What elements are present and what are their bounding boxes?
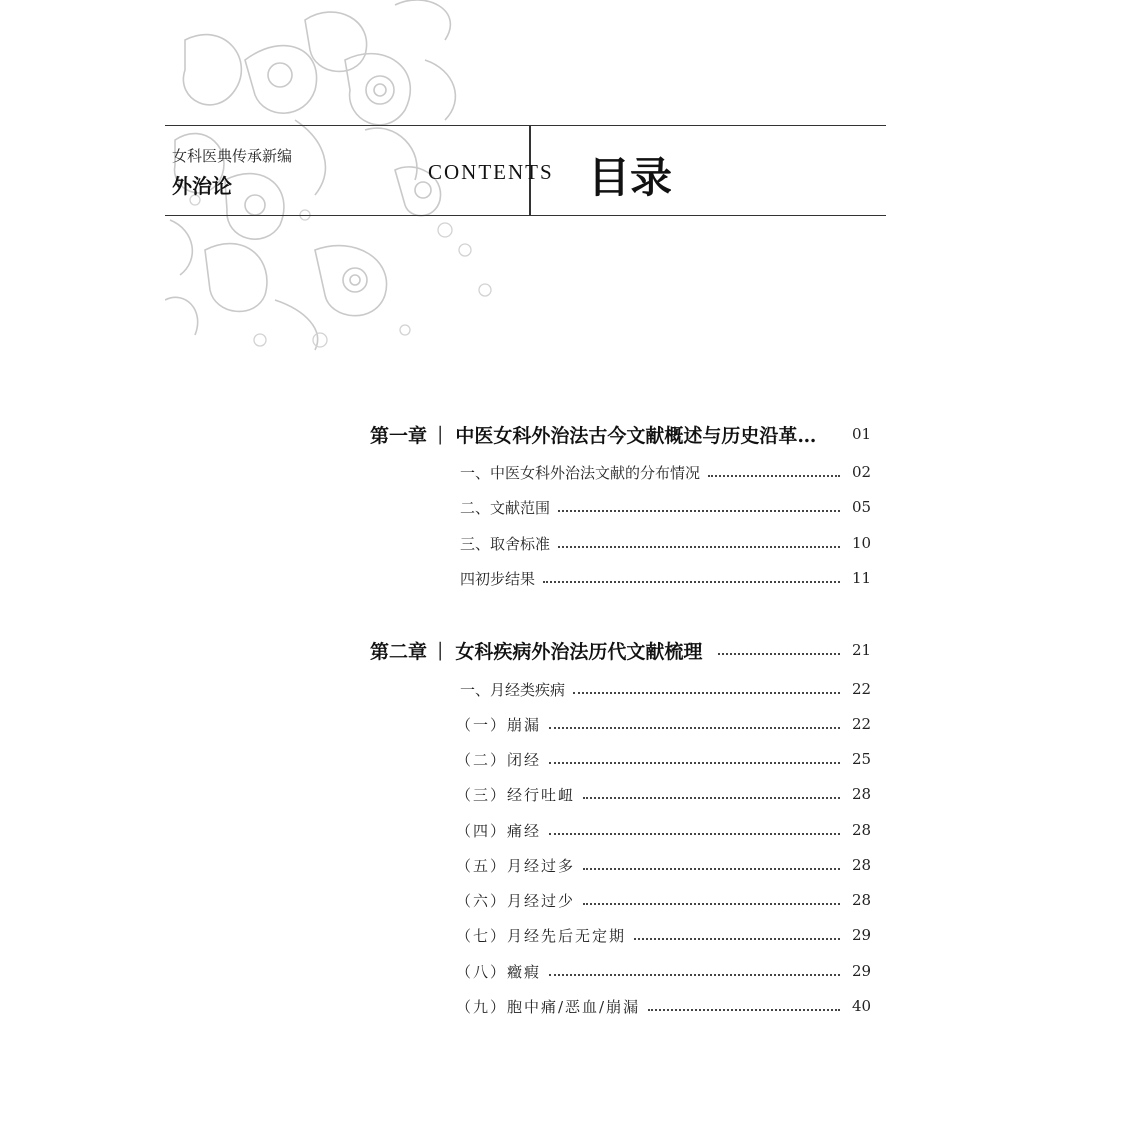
dot-leader (708, 475, 840, 477)
entry-label: （九）胞中痛/恶血/崩漏 (456, 997, 641, 1016)
page-number: 40 (852, 997, 872, 1015)
toc-entry[interactable] (460, 530, 870, 556)
dot-leader (549, 974, 840, 976)
page-number: 28 (852, 856, 872, 874)
page-number: 02 (852, 463, 872, 481)
page-number: 25 (852, 750, 872, 768)
page-number: 11 (852, 569, 872, 587)
dot-leader (573, 692, 840, 694)
page-number: 10 (852, 534, 872, 552)
chapter-number: 第一章 (370, 424, 428, 447)
dot-leader (648, 1009, 840, 1011)
entry-label: （五）月经过多 (456, 856, 576, 875)
chapter-title: 女科疾病外治法历代文献梳理 (455, 640, 703, 663)
page-number: 22 (852, 715, 872, 733)
toc-entry[interactable] (456, 922, 870, 948)
toc-entry[interactable] (456, 817, 870, 843)
chapter-separator: | (437, 639, 444, 661)
chapter-number: 第二章 (370, 640, 428, 663)
chapter-2-entry[interactable] (370, 637, 870, 663)
entry-label: 一、月经类疾病 (460, 680, 566, 699)
page-number: 28 (852, 785, 872, 803)
toc-entry[interactable] (460, 494, 870, 520)
toc-entry[interactable] (456, 711, 870, 737)
page-number: 29 (852, 962, 872, 980)
series-title: 女科医典传承新编 (172, 147, 293, 165)
entry-label: （一）崩漏 (456, 715, 542, 734)
entry-label: （三）经行吐衄 (456, 785, 576, 804)
chapter-separator: | (437, 423, 444, 445)
entry-label: 二、文献范围 (460, 498, 551, 517)
page-number: 29 (852, 926, 872, 944)
book-title: 外治论 (172, 174, 232, 198)
dot-leader (583, 797, 840, 799)
toc-entry[interactable] (460, 565, 870, 591)
toc-entry[interactable] (460, 459, 870, 485)
toc-entry[interactable] (460, 676, 870, 702)
dot-leader (549, 727, 840, 729)
entry-label: （六）月经过少 (456, 891, 576, 910)
dot-leader (634, 938, 840, 940)
dot-leader (558, 510, 840, 512)
page-number: 28 (852, 891, 872, 909)
entry-label: 三、取舍标准 (460, 534, 551, 553)
toc-entry[interactable] (456, 993, 870, 1019)
toc-entry[interactable] (456, 887, 870, 913)
page-number: 22 (852, 680, 872, 698)
page-number: 28 (852, 821, 872, 839)
dot-leader (558, 546, 840, 548)
toc-entry[interactable] (456, 746, 870, 772)
toc-entry[interactable] (456, 852, 870, 878)
contents-heading-en: CONTENTS (428, 160, 554, 184)
dot-leader (718, 653, 840, 655)
dot-leader (583, 868, 840, 870)
entry-label: （七）月经先后无定期 (456, 926, 627, 945)
toc-entry[interactable] (456, 781, 870, 807)
entry-label: 四初步结果 (460, 569, 536, 588)
page-number: 21 (852, 641, 872, 659)
dot-leader (549, 762, 840, 764)
chapter-title: 中医女科外治法古今文献概述与历史沿革… (455, 424, 817, 447)
entry-label: （八）癥瘕 (456, 962, 542, 981)
contents-heading-cn: 目录 (588, 153, 673, 202)
chapter-1-entry[interactable] (370, 421, 870, 447)
entry-label: （四）痛经 (456, 821, 542, 840)
dot-leader (583, 903, 840, 905)
dot-leader (549, 833, 840, 835)
entry-label: 一、中医女科外治法文献的分布情况 (460, 463, 701, 482)
entry-label: （二）闭经 (456, 750, 542, 769)
toc-entry[interactable] (456, 958, 870, 984)
dot-leader (543, 581, 840, 583)
page-number: 05 (852, 498, 872, 516)
page-number: 01 (852, 425, 872, 443)
